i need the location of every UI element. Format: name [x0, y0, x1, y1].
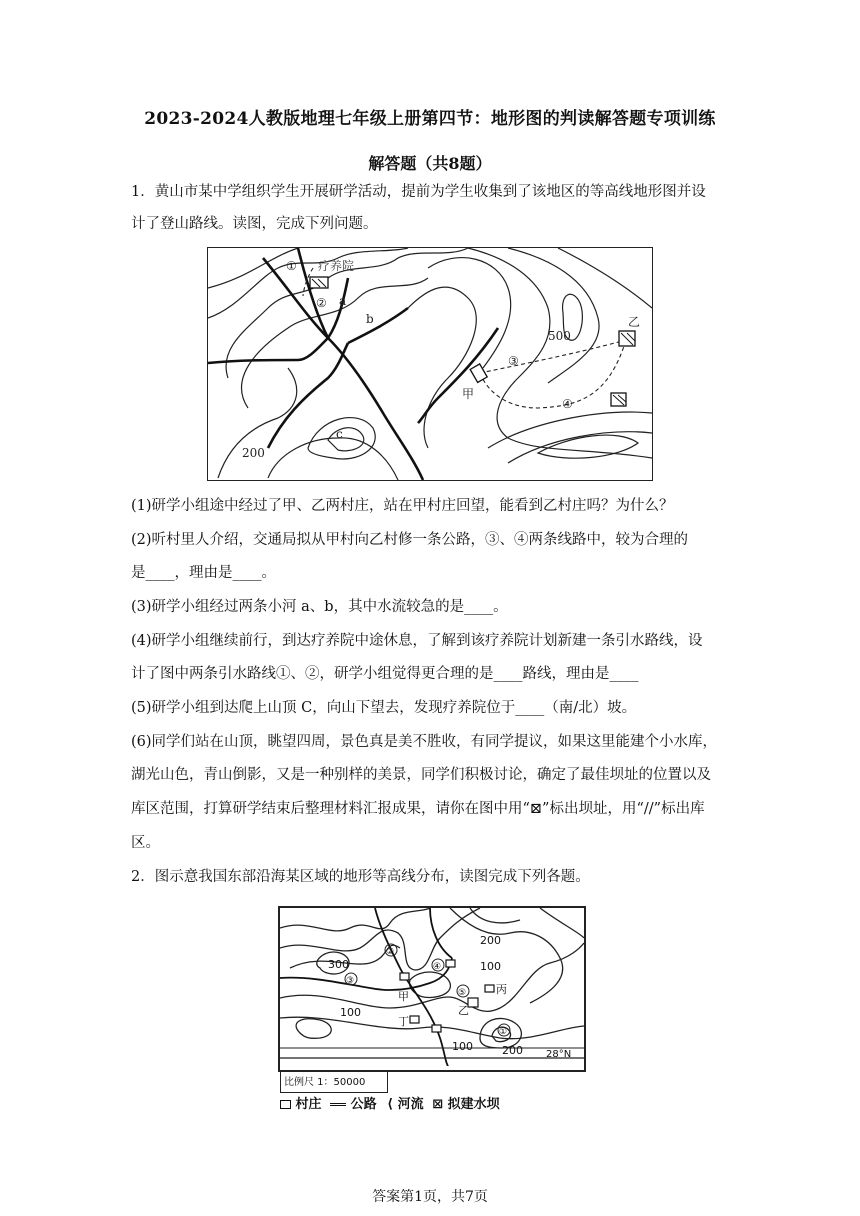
section-heading: 解答题（共8题） [368, 154, 492, 173]
map1-village-jia-label: 甲 [462, 387, 475, 401]
legend-village-label: 村庄 [295, 1097, 322, 1112]
map1-route4-label: ④ [562, 397, 573, 411]
legend-road-icon [330, 1103, 346, 1106]
q1-sub6-line1: (6)同学们站在山顶，眺望四周，景色真是美不胜收，有同学提议，如果这里能建个小水库， [131, 734, 718, 750]
map2-scale-box [280, 1071, 388, 1093]
legend-river-label: 河流 [397, 1097, 424, 1112]
map2-latitude-label: 28°N [546, 1049, 572, 1060]
map2-c300-label: 300 [328, 958, 349, 971]
q2-stem: 2．图示意我国东部沿海某区域的地形等高线分布，读图完成下列各题。 [131, 869, 590, 885]
map2-n5-label: ⑤ [458, 988, 467, 998]
map1-route3-label: ③ [508, 354, 519, 368]
q1-stem-line1: 1．黄山市某中学组织学生开展研学活动，提前为学生收集到了该地区的等高线地形图并设 [131, 184, 706, 200]
map2-scale-label: 比例尺 1：50000 [284, 1077, 366, 1088]
map2-n4-label: ④ [433, 962, 442, 972]
map2-c100c-label: 100 [452, 1040, 473, 1053]
q1-sub6-line2: 湖光山色，青山倒影，又是一种别样的美景，同学们积极讨论，确定了最佳坝址的位置以及 [131, 767, 711, 783]
map1-river-a-label: a [339, 294, 347, 308]
map1-route1-label: ① [286, 259, 297, 273]
map2-n2-label: ② [386, 947, 395, 957]
q1-contour-map [207, 247, 653, 481]
q1-sub6-line4: 区。 [131, 835, 160, 851]
map1-peak-c-label: c [336, 427, 343, 441]
q1-sub4-line1: (4)研学小组继续前行，到达疗养院中途休息，了解到该疗养院计划新建一条引水路线，设 [131, 633, 703, 649]
legend-dam-label: 拟建水坝 [447, 1097, 500, 1112]
q1-sub2-line2: 是____，理由是____。 [131, 565, 276, 581]
q1-sub6-line3: 库区范围，打算研学结束后整理材料汇报成果，请你在图中用“⊠”标出坝址，用“//”标出库 [131, 801, 705, 817]
map2-c200a-label: 200 [480, 934, 501, 947]
q1-sub4-line2: 计了图中两条引水路线①、②，研学小组觉得更合理的是____路线，理由是____ [131, 666, 639, 682]
map1-river-b-label: b [366, 312, 374, 326]
map2-c100b-label: 100 [340, 1006, 361, 1019]
map2-bing-label: 丙 [496, 983, 507, 996]
map2-yi-label: 乙 [458, 1004, 469, 1017]
map2-n1-label: ① [499, 1027, 508, 1037]
legend-dam-icon: ⊠ [432, 1097, 444, 1112]
legend-river-icon: ⟨ [387, 1097, 394, 1112]
q1-stem-line2: 计了登山路线。读图，完成下列问题。 [131, 216, 378, 232]
q1-sub5: (5)研学小组到达爬上山顶 C，向山下望去，发现疗养院位于____（南/北）坡。 [131, 700, 637, 716]
map1-contour-200-label: 200 [242, 446, 265, 460]
q1-sub3: (3)研学小组经过两条小河 a、b，其中水流较急的是____。 [131, 599, 508, 615]
map1-contour-500-label: 500 [548, 329, 571, 343]
map1-sanatorium-label: 疗养院 [318, 259, 355, 273]
map2-n3-label: ③ [346, 976, 355, 986]
map2-c200b-label: 200 [502, 1044, 523, 1057]
q1-sub2-line1: (2)听村里人介绍，交通局拟从甲村向乙村修一条公路，③、④两条线路中，较为合理的 [131, 532, 689, 548]
page-footer: 答案第1页，共7页 [372, 1189, 488, 1205]
map2-ding-label: 丁 [398, 1015, 409, 1028]
map2-c100a-label: 100 [480, 960, 501, 973]
q2-contour-map [278, 906, 586, 1088]
page-title: 2023-2024人教版地理七年级上册第四节：地形图的判读解答题专项训练 [144, 109, 716, 129]
map2-legend [280, 1093, 590, 1112]
q1-sub1: (1)研学小组途中经过了甲、乙两村庄，站在甲村庄回望，能看到乙村庄吗？为什么？ [131, 498, 674, 514]
legend-village-icon [280, 1100, 291, 1109]
map1-route2-label: ② [316, 296, 327, 310]
map1-village-yi-label: 乙 [628, 315, 641, 329]
legend-road-label: 公路 [350, 1097, 377, 1112]
map2-jia-label: 甲 [398, 990, 409, 1003]
